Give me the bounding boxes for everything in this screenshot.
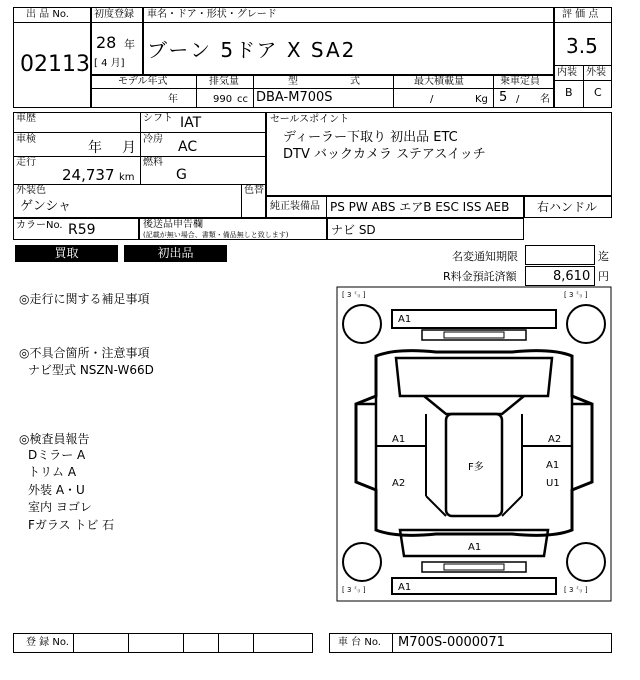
mark-right-mid1: A1 xyxy=(546,460,560,471)
mark-rear-bumper: A1 xyxy=(398,582,412,593)
recycle-value: 8,610 xyxy=(553,269,591,284)
lot-label-sep xyxy=(13,22,91,23)
displacement-value: 990 xyxy=(213,94,233,105)
displacement-label: 排気量 xyxy=(209,76,239,87)
reg-sep1 xyxy=(128,633,129,653)
capacity-unit: 名 xyxy=(540,94,550,105)
first-reg-year: 28 xyxy=(96,33,117,52)
inspector-title: ◎検査員報告 xyxy=(19,432,90,446)
front-plate xyxy=(444,332,504,338)
defect-notes-line1: ナビ型式 NSZN-W66D xyxy=(28,363,154,377)
driving-notes-title: ◎走行に関する補足事項 xyxy=(19,292,150,306)
shift-label: シフト xyxy=(143,113,173,124)
mark-left-bottom: A2 xyxy=(392,478,406,489)
mark-right-mid2: U1 xyxy=(546,478,560,489)
model-year-unit: 年 xyxy=(168,94,178,105)
registration-label: 登 録 No. xyxy=(26,637,69,648)
details-h3 xyxy=(13,184,266,185)
sales-point-label: セールスポイント xyxy=(270,114,350,125)
details-v1 xyxy=(140,112,141,184)
tire-front-left-mark: [ 3 ㍉ ] xyxy=(342,291,366,299)
history-label: 車歴 xyxy=(16,113,36,124)
fuel-label: 燃料 xyxy=(143,157,163,168)
recolor-label: 色替 xyxy=(244,185,264,196)
load-label: 最大積載量 xyxy=(414,76,464,87)
capacity-value: 5 xyxy=(499,90,508,105)
chassis-value: M700S-0000071 xyxy=(398,635,505,650)
mark-left-top: A1 xyxy=(392,434,406,445)
aircon-label: 冷房 xyxy=(143,134,163,145)
grade-score: 3.5 xyxy=(566,34,598,58)
specs-hsep xyxy=(91,88,554,89)
ext-color-label: 外装色 xyxy=(16,185,46,196)
rear-bumper xyxy=(392,578,556,594)
reg-sep0 xyxy=(73,633,74,653)
name-change-suffix: 迄 xyxy=(598,250,609,263)
color-no-value: R59 xyxy=(68,222,96,238)
docs-value: ナビ SD xyxy=(331,223,376,237)
specs-v2 xyxy=(253,75,254,108)
tire-rear-right-mark: [ 3 ㍉ ] xyxy=(564,586,588,594)
defect-notes-title: ◎不具合箇所・注意事項 xyxy=(19,346,150,360)
inspection-month-unit: 月 xyxy=(122,140,136,156)
load-unit: Kg xyxy=(475,94,488,105)
specs-v3 xyxy=(393,75,394,108)
inspector-line-2: トリム A xyxy=(28,465,77,479)
sales-point-line2: DTV バックカメラ ステアスイッチ xyxy=(283,147,486,162)
details-h1 xyxy=(13,132,266,133)
mileage-label: 走行 xyxy=(16,157,36,168)
reg-sep4 xyxy=(253,633,254,653)
tire-rear-left-icon xyxy=(343,543,381,581)
mark-roof: F多 xyxy=(468,462,484,473)
buy-bar: 買取 xyxy=(15,245,118,262)
recycle-unit: 円 xyxy=(598,270,609,283)
reg-sep3 xyxy=(218,633,219,653)
inspection-year-unit: 年 xyxy=(88,140,102,156)
inspector-line-1: Dミラー A xyxy=(28,448,86,462)
tire-front-left-icon xyxy=(343,305,381,343)
standard-equip-value: PS PW ABS エアB ESC ISS AEB xyxy=(330,200,510,214)
tire-rear-left-mark: [ 3 ㍉ ] xyxy=(342,586,366,594)
model-year-label: モデル年式 xyxy=(118,76,168,87)
first-reg-label: 初度登録 xyxy=(94,9,134,20)
grade-vsep xyxy=(583,65,584,108)
interior-label: 内装 xyxy=(557,67,577,78)
first-listing-bar: 初出品 xyxy=(124,245,227,262)
name-change-label: 名変通知期限 xyxy=(452,250,518,263)
mileage-value: 24,737 xyxy=(62,166,115,184)
capacity-label: 乗車定員 xyxy=(500,76,540,87)
reg-sep2 xyxy=(183,633,184,653)
car-damage-diagram xyxy=(336,286,612,602)
standard-equip-label: 純正装備品 xyxy=(270,201,320,212)
inspector-line-3: 外装 A・U xyxy=(28,483,85,497)
specs-v1 xyxy=(196,75,197,108)
vehicle-name: ブーン 5ドア X SA2 xyxy=(147,38,357,62)
aircon-value: AC xyxy=(178,139,198,155)
inspector-line-4: 室内 ヨゴレ xyxy=(28,500,92,514)
tire-front-right-mark: [ 3 ㍉ ] xyxy=(564,291,588,299)
mark-front-bumper: A1 xyxy=(398,314,412,325)
fuel-value: G xyxy=(176,167,187,183)
first-reg-sep xyxy=(91,22,143,23)
interior-grade: B xyxy=(565,86,573,99)
details-h2 xyxy=(13,156,266,157)
vehicle-label: 車名・ドア・形状・グレード xyxy=(147,9,277,20)
chassis-label: 車 台 No. xyxy=(338,637,381,648)
lot-label: 出 品 No. xyxy=(26,9,69,20)
type-label2: 式 xyxy=(350,76,360,87)
steering-value: 右ハンドル xyxy=(537,200,598,214)
details-v2 xyxy=(241,184,242,218)
inspector-line-5: Fガラス トビ 石 xyxy=(28,518,115,532)
windshield xyxy=(424,396,524,414)
name-change-box xyxy=(525,245,595,265)
load-slash: / xyxy=(430,94,434,105)
lot-number: 02113 xyxy=(20,52,90,77)
mark-rear: A1 xyxy=(468,542,482,553)
color-no-label: カラーNo. xyxy=(16,220,63,231)
tire-rear-right-icon xyxy=(567,543,605,581)
type-value: DBA-M700S xyxy=(256,90,333,105)
front-bumper xyxy=(392,310,556,328)
exterior-label: 外装 xyxy=(586,67,606,78)
mileage-unit: km xyxy=(119,172,135,183)
exterior-grade: C xyxy=(594,86,602,99)
capacity-slash: / xyxy=(516,94,520,105)
chassis-sep xyxy=(392,633,393,653)
sales-point-line1: ディーラー下取り 初出品 ETC xyxy=(283,130,458,145)
grade-sep1 xyxy=(554,22,612,23)
type-label: 型 xyxy=(288,76,298,87)
first-reg-year-unit: 年 xyxy=(124,38,135,51)
first-reg-month: [ 4 月] xyxy=(94,58,125,69)
tire-front-right-icon xyxy=(567,305,605,343)
docs-label: 後送品申告欄 xyxy=(143,219,203,230)
grade-label: 評 価 点 xyxy=(562,9,599,20)
vehicle-sep xyxy=(143,22,554,23)
displacement-unit: cc xyxy=(237,94,248,105)
equip-sep xyxy=(326,196,327,218)
recycle-label: R料金預託済額 xyxy=(443,270,517,283)
shift-value: IAT xyxy=(180,115,202,131)
ext-color-value: ゲンシャ xyxy=(20,199,72,214)
inspection-label: 車検 xyxy=(16,134,36,145)
specs-v4 xyxy=(493,75,494,108)
hood-panel xyxy=(396,358,552,396)
mark-right-top: A2 xyxy=(548,434,562,445)
docs-sub: (記載が無い場合、書類・備品無しと致します) xyxy=(143,231,289,239)
